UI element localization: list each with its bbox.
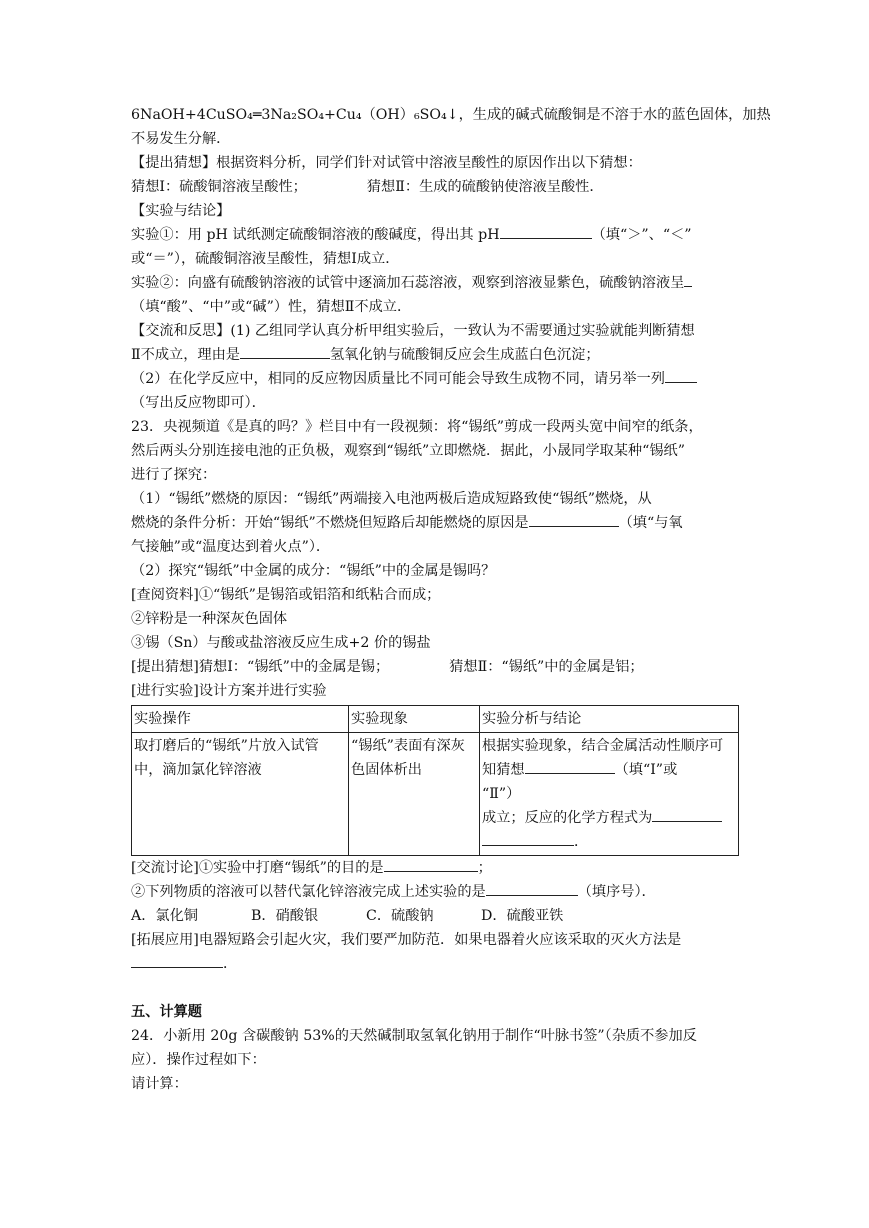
experiment-1-line: 实验①：用 pH 试纸测定硫酸铜溶液的酸碱度，得出其 pH （填“＞”、“＜” <box>131 223 739 247</box>
question-23-line: 然后两头分别连接电池的正负极，观察到“锡纸”立即燃烧．据此，小晟同学取某种“锡纸” <box>131 443 685 459</box>
option-b: B．硝酸银 <box>251 908 319 924</box>
answer-blank-equation-cont[interactable] <box>482 830 574 846</box>
hypothesis-2: 猜想Ⅱ：生成的硫酸钠使溶液呈酸性． <box>366 179 604 195</box>
document-page <box>131 103 771 1096</box>
answer-blank-cause[interactable] <box>529 511 619 527</box>
table-header: 实验现象 <box>349 706 480 733</box>
question-23-line: 进行了探究： <box>131 467 217 483</box>
answer-blank-equation[interactable] <box>652 806 722 822</box>
equation-line: 6NaOH+4CuSO₄═3Na₂SO₄+Cu₄（OH）₆SO₄↓，生成的碱式硫酸铜是不溶于水的蓝色固体，加热 <box>131 107 771 123</box>
subquestion-2-line: （2）探究“锡纸”中金属的成分：“锡纸”中的金属是锡吗？ <box>131 563 496 579</box>
discussion-2-line: ②下列物质的溶液可以替代氯化锌溶液完成上述实验的是 （填序号）． <box>131 880 739 904</box>
table-row <box>132 733 739 856</box>
reflection-reason-line: Ⅱ不成立，理由是 氢氧化钠与硫酸铜反应会生成蓝白色沉淀； <box>131 343 739 367</box>
reference-3: ③锡（Sn）与酸或盐溶液反应生成+2 价的锡盐 <box>131 635 431 651</box>
subquestion-1-line: （1）“锡纸”燃烧的原因：“锡纸”两端接入电池两极后造成短路致使“锡纸”燃烧，从 <box>131 491 652 507</box>
subquestion-1-blank-line: 燃烧的条件分析：开始“锡纸”不燃烧但短路后却能燃烧的原因是 （填“与氧 <box>131 511 739 535</box>
answer-blank-example[interactable] <box>665 367 697 383</box>
answer-blank-choice[interactable] <box>486 880 578 896</box>
table-cell-operation: 取打磨后的“锡纸”片放入试管中，滴加氯化锌溶液 <box>132 733 349 856</box>
answer-blank-purpose[interactable] <box>384 856 478 872</box>
table-cell-analysis: 根据实验现象，结合金属活动性顺序可知猜想 （填“Ⅰ”或 “Ⅱ”） 成立；反应的化学方程式为 ． <box>480 733 739 856</box>
experiment-2-cont: （填“酸”、“中”或“碱”）性，猜想Ⅱ不成立． <box>131 299 412 315</box>
hypotheses-line: [提出猜想]猜想Ⅰ：“锡纸”中的金属是锡； 猜想Ⅱ：“锡纸”中的金属是铝； <box>131 659 644 675</box>
reflection-line: 【交流和反思】(1) 乙组同学认真分析甲组实验后，一致认为不需要通过实验就能判断猜想 <box>131 323 695 339</box>
question-23-line: 23．央视频道《是真的吗？》栏目中有一段视频：将“锡纸”剪成一段两头宽中间窄的纸条， <box>131 419 703 435</box>
table-cell-phenomenon: “锡纸”表面有深灰色固体析出 <box>349 733 480 856</box>
question-24-line: 24．小新用 20g 含碳酸钠 53%的天然碱制取氢氧化钠用于制作“叶脉书签”（杂质不参加反 <box>131 1028 697 1044</box>
option-a: A．氯化铜 <box>131 908 198 924</box>
answer-blank-acidity[interactable] <box>684 271 692 287</box>
question-24-line: 请计算： <box>131 1076 188 1092</box>
text-line: 不易发生分解． <box>131 131 231 147</box>
hypotheses-line <box>131 175 739 199</box>
table-header: 实验操作 <box>132 706 349 733</box>
option-d: D．硫酸亚铁 <box>481 908 564 924</box>
answer-blank-method[interactable] <box>131 952 223 968</box>
answer-blank-ph[interactable] <box>500 223 592 239</box>
reflection-2-line: （2）在化学反应中，相同的反应物因质量比不同可能会导致生成物不同，请另举一列 <box>131 367 739 391</box>
section-label: 【实验与结论】 <box>131 203 231 219</box>
discussion-1-line: [交流讨论]①实验中打磨“锡纸”的目的是 ； <box>131 856 739 880</box>
question-24-line: 应）．操作过程如下： <box>131 1052 266 1068</box>
reflection-2-cont: （写出反应物即可）． <box>131 395 266 411</box>
reference-1: [查阅资料]①“锡纸”是锡箔或铝箔和纸粘合而成； <box>131 587 441 603</box>
answer-blank-reason[interactable] <box>240 343 330 359</box>
table-header-row <box>132 706 739 733</box>
answer-blank-hypothesis[interactable] <box>525 758 615 774</box>
options-line <box>131 904 739 928</box>
table-header: 实验分析与结论 <box>480 706 739 733</box>
extension-line: [拓展应用]电器短路会引起火灾，我们要严加防范．如果电器着火应该采取的灭火方法是 <box>131 932 682 948</box>
reference-2: ②锌粉是一种深灰色固体 <box>131 611 288 627</box>
experiment-1-cont: 或“＝”），硫酸铜溶液呈酸性，猜想Ⅰ成立． <box>131 251 400 267</box>
experiment-intro: [进行实验]设计方案并进行实验 <box>131 683 327 699</box>
extension-blank-line: ． <box>131 952 739 976</box>
experiment-2-line: 实验②：向盛有硫酸钠溶液的试管中逐滴加石蕊溶液，观察到溶液显紫色，硫酸钠溶液呈 <box>131 271 739 295</box>
hypothesis-intro: 【提出猜想】根据资料分析，同学们针对试管中溶液呈酸性的原因作出以下猜想： <box>131 155 642 171</box>
experiment-table <box>131 705 739 856</box>
hypothesis-1: 猜想Ⅰ：硫酸铜溶液呈酸性； <box>131 179 307 195</box>
section-heading: 五、计算题 <box>131 1004 202 1020</box>
subquestion-1-cont: 气接触”或“温度达到着火点”）． <box>131 539 331 555</box>
option-c: C．硫酸钠 <box>366 908 434 924</box>
